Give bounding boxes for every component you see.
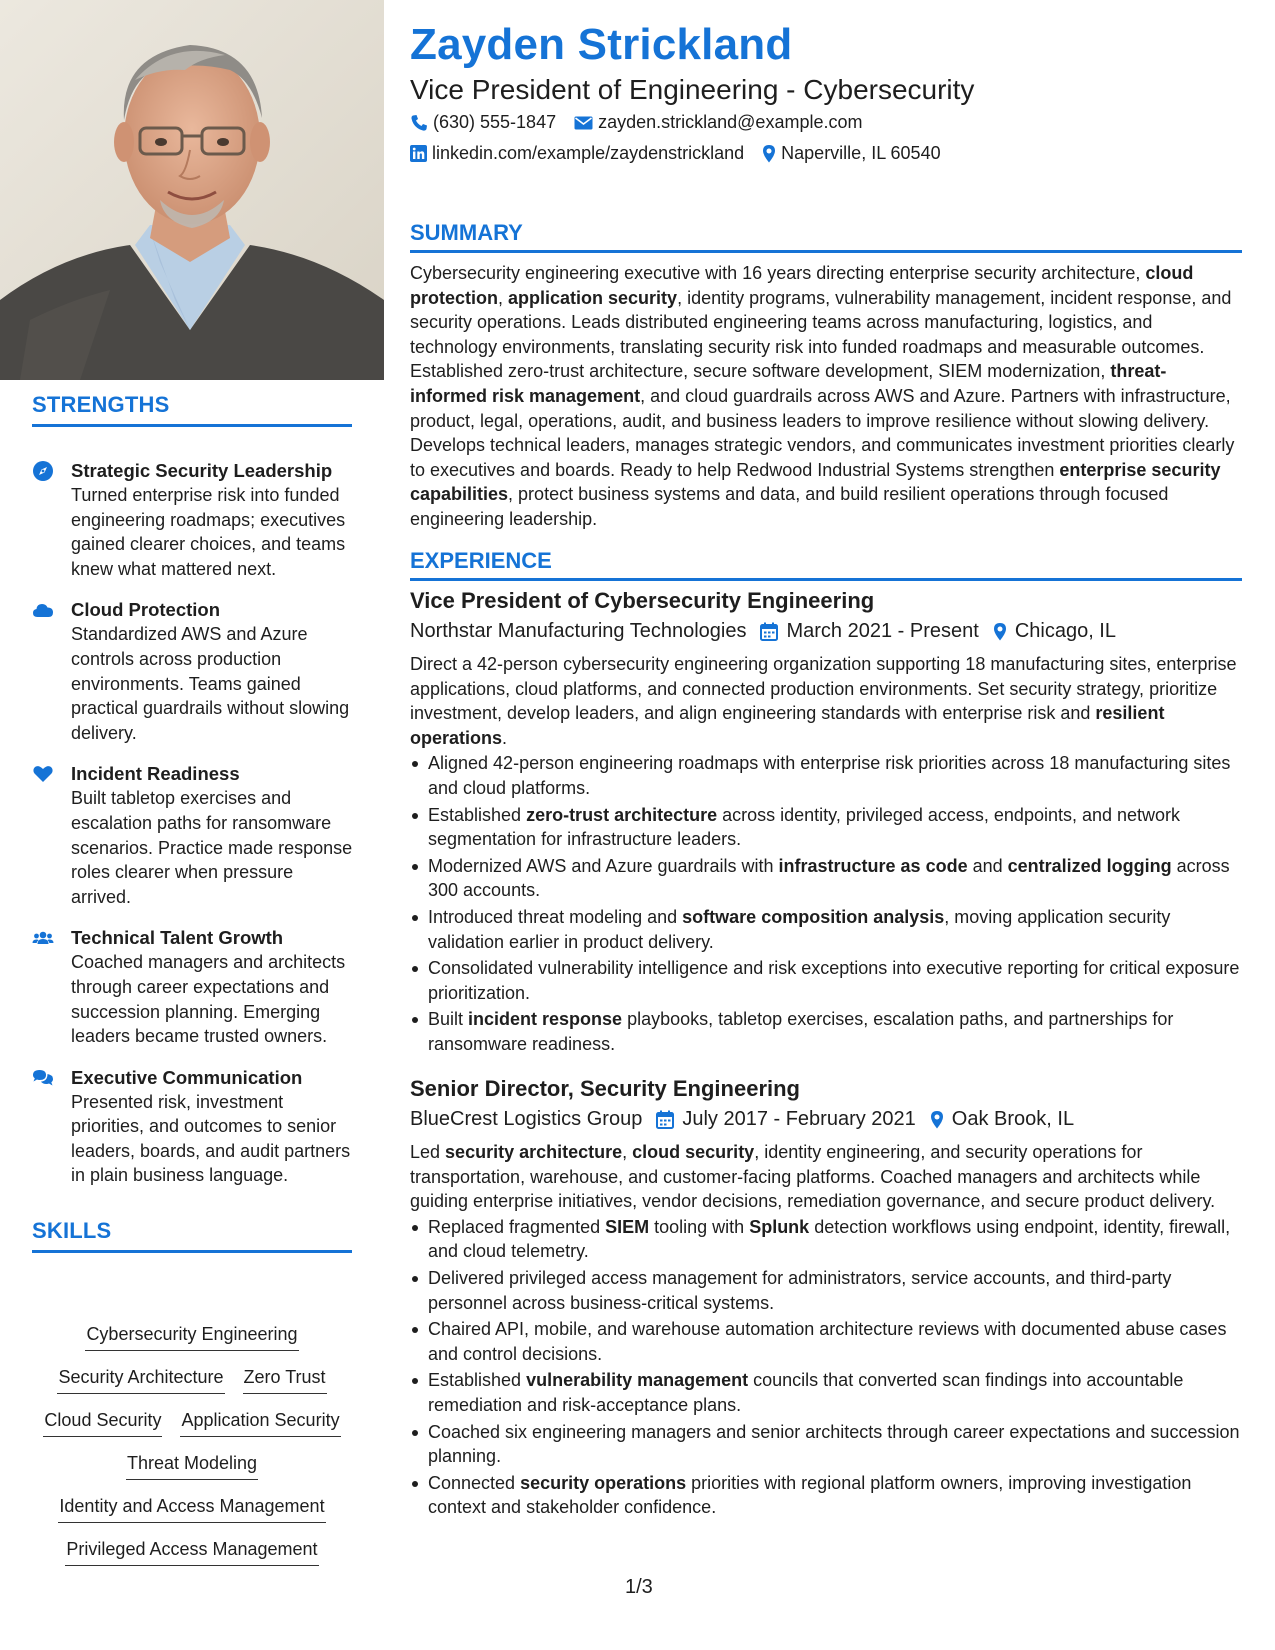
bullet-item <box>410 1471 1242 1520</box>
skill-tag: Privileged Access Management <box>65 1537 318 1566</box>
strength-item <box>32 597 354 745</box>
job-dates: July 2017 - February 2021 <box>682 1108 916 1130</box>
bullet-text: , moving application security validation earlier in product delivery. <box>428 906 1171 952</box>
bullet-text: across identity, privileged access, endpoints, and network segmentation for infrastructure leaders. <box>428 804 1181 850</box>
desc-part: , identity engineering, and security operations for transportation, warehouse, and customer-facing platforms. Coached managers and architects while guiding enterprise initiatives, vendor decisions, remediation governance, and secure product delivery. <box>410 1142 1216 1212</box>
job-entry <box>410 1074 1242 1522</box>
users-icon <box>32 927 54 949</box>
heart-icon <box>32 763 54 785</box>
bullet-highlight: software composition analysis <box>682 906 945 927</box>
job-description <box>410 652 1242 750</box>
company-name: BlueCrest Logistics Group <box>410 1108 643 1130</box>
linkedin-contact[interactable] <box>410 143 744 164</box>
bullet-text: Established <box>428 1370 527 1391</box>
calendar-icon <box>656 1110 674 1129</box>
bullet-text: and <box>967 855 1008 876</box>
bullet-item <box>410 1007 1242 1056</box>
profile-photo <box>0 0 384 380</box>
strengths-list <box>32 458 354 1204</box>
cloud-icon <box>32 599 54 621</box>
phone-text: (630) 555-1847 <box>433 112 557 132</box>
strength-title: Cloud Protection <box>71 599 221 621</box>
strength-title: Technical Talent Growth <box>71 927 284 949</box>
strength-text: Presented risk, investment priorities, and outcomes to senior leaders, boards, and audit partners in plain business language. <box>71 1091 351 1186</box>
bullet-text: Aligned 42-person engineering roadmaps with enterprise risk priorities across 18 manufacturing sites and cloud platforms. <box>428 753 1231 798</box>
job-entry <box>410 586 1242 1059</box>
summary-highlight: threat-informed risk management <box>410 361 1167 406</box>
summary-part: , protect business systems and data, and build resilient operations through focused engineering leadership. <box>410 484 1169 529</box>
bullet-item <box>410 1266 1242 1315</box>
bullet-highlight: vulnerability management <box>526 1370 749 1391</box>
phone-contact[interactable] <box>410 112 556 133</box>
bullet-text: Chaired API, mobile, and warehouse automation architecture reviews with documented abuse cases and control decisions. <box>428 1319 1227 1364</box>
bullet-item <box>410 1215 1242 1264</box>
candidate-role: Vice President of Engineering - Cybersecurity <box>410 74 975 105</box>
summary-text <box>410 261 1242 532</box>
location-text: Naperville, IL 60540 <box>781 143 941 163</box>
email-text: zayden.strickland@example.com <box>598 112 863 132</box>
summary-part: , <box>498 287 509 308</box>
bullet-text: detection workflows using endpoint, identity, firewall, and cloud telemetry. <box>428 1216 1231 1262</box>
map-pin-icon <box>993 622 1007 641</box>
bullet-text: across 300 accounts. <box>428 855 1230 901</box>
bullet-item <box>410 956 1242 1005</box>
bullet-item <box>410 854 1242 903</box>
bullet-text: Delivered privileged access management for administrators, service accounts, and third-party personnel across business-critical systems. <box>428 1267 1172 1313</box>
strength-text: Standardized AWS and Azure controls across production environments. Teams gained practical guardrails without slowing delivery. <box>71 624 350 743</box>
skill-tag: Identity and Access Management <box>58 1494 325 1523</box>
map-pin-icon <box>762 144 776 163</box>
strength-item <box>32 458 354 581</box>
job-title: Vice President of Cybersecurity Engineering <box>410 588 875 613</box>
candidate-name: Zayden Strickland <box>410 20 793 69</box>
bullet-text: Established <box>428 804 527 825</box>
bullet-text: Introduced threat modeling and <box>428 906 683 927</box>
summary-part: Cybersecurity engineering executive with 16 years directing enterprise security architecture, <box>410 263 1146 283</box>
bullet-text: Replaced fragmented <box>428 1216 606 1237</box>
bullet-text: councils that converted scan findings into accountable remediation and risk-acceptance plans. <box>428 1370 1184 1415</box>
job-location: Chicago, IL <box>1014 620 1116 642</box>
skills-heading: SKILLS <box>32 1218 352 1253</box>
bullet-text: priorities with regional platform owners, improving investigation context and stakeholder confidence. <box>428 1472 1192 1518</box>
experience-heading: EXPERIENCE <box>410 548 1242 581</box>
job-bullets <box>410 751 1242 1056</box>
bullet-item <box>410 751 1242 800</box>
bullet-highlight: centralized logging <box>1007 855 1172 876</box>
contact-row <box>410 112 880 133</box>
job-bullets <box>410 1215 1242 1520</box>
bullet-item <box>410 803 1242 852</box>
strength-title: Executive Communication <box>71 1066 303 1088</box>
strength-title: Incident Readiness <box>71 763 240 785</box>
strength-text: Built tabletop exercises and escalation paths for ransomware scenarios. Practice made response roles clearer when pressure arrived. <box>71 788 353 907</box>
email-contact[interactable] <box>574 112 862 133</box>
compass-icon <box>32 460 54 482</box>
summary-part: , and cloud guardrails across AWS and Azure. Partners with infrastructure, product, legal, operations, audit, and business leaders to improve resilience without slowing delivery. Develops technical leaders, manages strategic vendors, and communicates investment priorities clearly to executives and boards. Ready to help Redwood Industrial Systems strengthen <box>410 385 1235 480</box>
summary-highlight: cloud protection <box>410 263 1194 308</box>
job-meta <box>410 1104 1242 1134</box>
skill-tag: Threat Modeling <box>126 1451 258 1480</box>
bullet-text: Connected <box>428 1472 521 1493</box>
desc-highlight: security architecture <box>445 1142 623 1162</box>
desc-part: , <box>622 1142 633 1162</box>
job-meta <box>410 616 1242 646</box>
job-description <box>410 1140 1242 1214</box>
envelope-icon <box>574 115 593 131</box>
strength-text: Coached managers and architects through career expectations and succession planning. Emerging leaders became trusted owners. <box>71 952 346 1047</box>
phone-icon <box>410 114 428 132</box>
skill-tag: Cybersecurity Engineering <box>85 1322 298 1351</box>
comments-icon <box>32 1067 54 1089</box>
bullet-text: tooling with <box>649 1216 750 1237</box>
summary-part: , identity programs, vulnerability management, incident response, and security operations. Leads distributed engineering teams across manufacturing, logistics, and technology environments, translating security risk into funded roadmaps and measurable outcomes. Established zero-trust architecture, secure software development, SIEM modernization, <box>410 287 1232 382</box>
bullet-item <box>410 1420 1242 1469</box>
desc-part: Led <box>410 1142 446 1162</box>
bullet-item <box>410 905 1242 954</box>
bullet-text: Consolidated vulnerability intelligence and risk exceptions into executive reporting for critical exposure prioritization. <box>428 958 1240 1003</box>
bullet-text: playbooks, tabletop exercises, escalation paths, and partnerships for ransomware readiness. <box>428 1009 1174 1054</box>
bullet-item <box>410 1317 1242 1366</box>
skills-list <box>32 1322 352 1580</box>
summary-heading: SUMMARY <box>410 220 1242 253</box>
bullet-highlight: Splunk <box>749 1216 810 1237</box>
strength-title: Strategic Security Leadership <box>71 460 333 481</box>
calendar-icon <box>760 622 778 641</box>
bullet-item <box>410 1368 1242 1417</box>
strength-item <box>32 1065 354 1188</box>
bullet-highlight: zero-trust architecture <box>526 804 718 825</box>
strength-item <box>32 925 354 1048</box>
desc-highlight: cloud security <box>632 1142 755 1162</box>
skill-tag: Cloud Security <box>43 1408 162 1437</box>
job-dates: March 2021 - Present <box>786 620 979 642</box>
job-location: Oak Brook, IL <box>951 1108 1075 1130</box>
bullet-text: Coached six engineering managers and senior architects through career expectations and succession planning. <box>428 1421 1240 1467</box>
strength-item <box>32 761 354 909</box>
strength-text: Turned enterprise risk into funded engineering roadmaps; executives gained clearer choices, and teams knew what mattered next. <box>71 485 346 579</box>
location-contact <box>762 143 940 164</box>
desc-highlight: resilient operations <box>410 703 1165 748</box>
bullet-text: Modernized AWS and Azure guardrails with <box>428 855 779 876</box>
job-title: Senior Director, Security Engineering <box>410 1076 800 1101</box>
map-pin-icon <box>930 1110 944 1129</box>
company-name: Northstar Manufacturing Technologies <box>410 620 747 642</box>
desc-part: . <box>502 727 508 748</box>
skill-tag: Zero Trust <box>243 1365 327 1394</box>
contact-row <box>410 143 959 164</box>
strengths-heading: STRENGTHS <box>32 392 352 427</box>
sidebar <box>0 0 384 1650</box>
linkedin-text: linkedin.com/example/zaydenstrickland <box>432 143 745 163</box>
linkedin-icon <box>410 145 427 162</box>
bullet-highlight: incident response <box>468 1009 623 1030</box>
skill-tag: Security Architecture <box>57 1365 224 1394</box>
page-number: 1/3 <box>625 1576 653 1598</box>
summary-highlight: enterprise security capabilities <box>410 459 1221 505</box>
bullet-text: Built <box>428 1009 469 1030</box>
desc-part: Direct a 42-person cybersecurity engineering organization supporting 18 manufacturing sites, enterprise applications, cloud platforms, and connected production environments. Set security strategy, prioritize investment, develop leaders, and align engineering standards with enterprise risk and <box>410 654 1237 724</box>
summary-highlight: application security <box>508 287 678 308</box>
bullet-highlight: security operations <box>520 1472 687 1493</box>
bullet-highlight: SIEM <box>605 1216 650 1237</box>
bullet-highlight: infrastructure as code <box>778 855 968 876</box>
skill-tag: Application Security <box>180 1408 340 1437</box>
